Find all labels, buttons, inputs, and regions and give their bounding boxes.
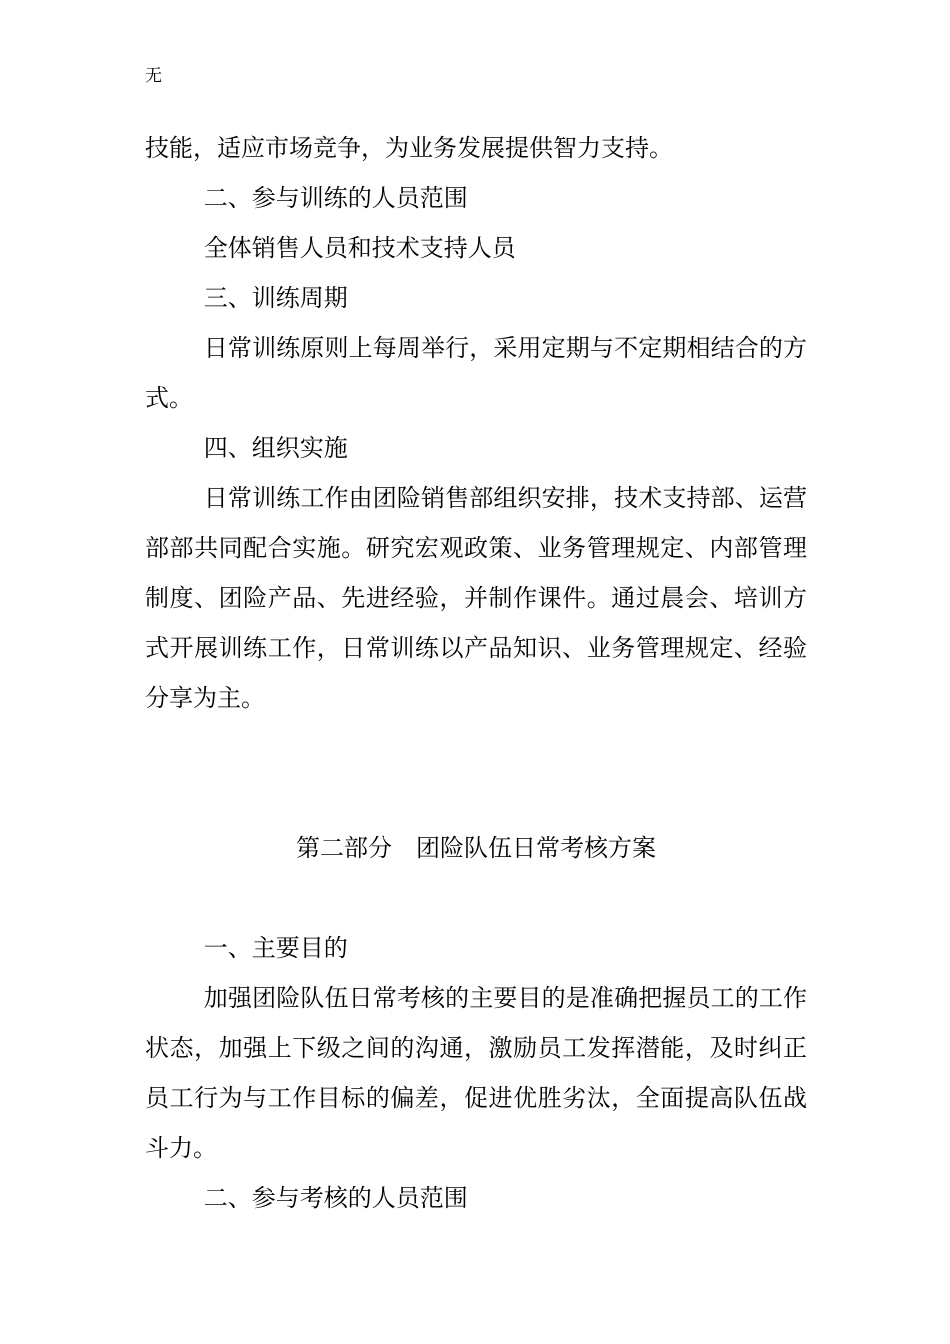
section-heading-assessment-scope: 二、参与考核的人员范围 [203,1184,468,1212]
section-heading-personnel-scope: 二、参与训练的人员范围 [203,184,468,212]
paragraph-training-period: 日常训练原则上每周举行，采用定期与不定期相结合的方式。 [145,334,807,412]
section-heading-main-purpose: 一、主要目的 [203,934,348,962]
document-body [145,123,807,1223]
paragraph-main-purpose: 加强团险队伍日常考核的主要目的是准确把握员工的工作状态，加强上下级之间的沟通，激励员工发挥潜能，及时纠正员工行为与工作目标的偏差，促进优胜劣汰，全面提高队伍战斗力。 [145,984,807,1162]
spacer [145,723,807,823]
paragraph-continuation: 技能，适应市场竞争，为业务发展提供智力支持。 [145,134,673,162]
paragraph-implementation: 日常训练工作由团险销售部组织安排，技术支持部、运营部部共同配合实施。研究宏观政策、业务管理规定、内部管理制度、团险产品、先进经验，并制作课件。通过晨会、培训方式开展训练工作，日常训练以产品知识、业务管理规定、经验分享为主。 [145,484,807,712]
page-header: 无 [145,66,162,86]
section-heading-implementation: 四、组织实施 [203,434,348,462]
part-title: 第二部分 团险队伍日常考核方案 [296,834,656,862]
spacer [145,873,807,923]
section-heading-training-period: 三、训练周期 [203,284,348,312]
paragraph-personnel-scope: 全体销售人员和技术支持人员 [203,234,516,262]
